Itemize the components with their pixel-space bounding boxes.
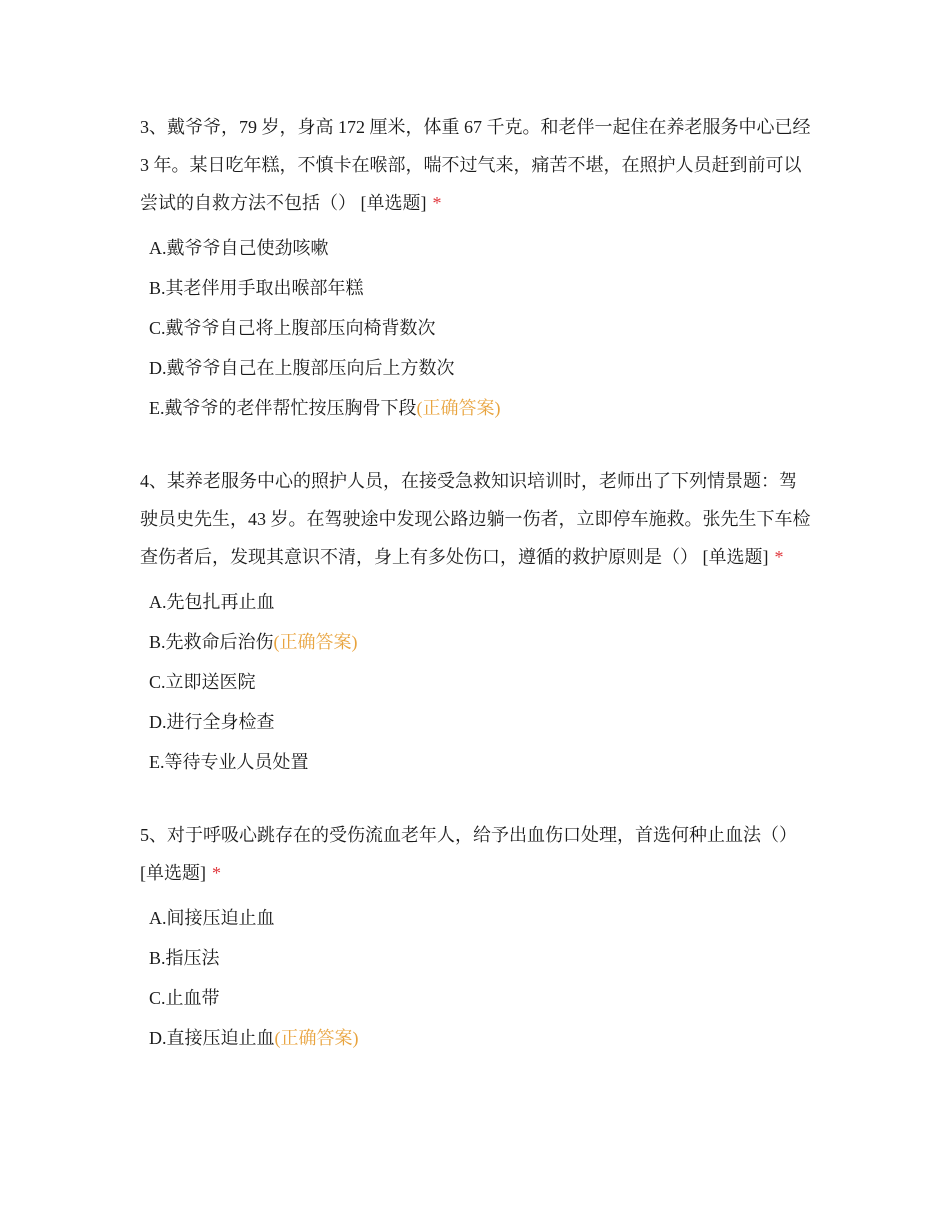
- correct-answer-tag: (正确答案): [273, 632, 358, 652]
- correct-answer-tag: (正确答案): [416, 398, 501, 418]
- option-c[interactable]: C.戴爷爷自己将上腹部压向椅背数次: [149, 318, 436, 338]
- option-list: [140, 898, 820, 1058]
- option-d[interactable]: D.直接压迫止血(正确答案): [149, 1028, 359, 1048]
- option-list: [140, 582, 820, 782]
- option-list: [140, 228, 820, 428]
- option-c[interactable]: C.止血带: [149, 988, 220, 1008]
- option-a[interactable]: A.戴爷爷自己使劲咳嗽: [149, 238, 329, 258]
- option-d[interactable]: D.进行全身检查: [149, 712, 275, 732]
- option-b[interactable]: B.先救命后治伤(正确答案): [149, 632, 358, 652]
- option-d[interactable]: D.戴爷爷自己在上腹部压向后上方数次: [149, 358, 455, 378]
- question-4: [140, 462, 820, 782]
- option-b[interactable]: B.指压法: [149, 948, 220, 968]
- option-a[interactable]: A.间接压迫止血: [149, 908, 275, 928]
- question-3: [140, 108, 820, 428]
- correct-answer-tag: (正确答案): [274, 1028, 359, 1048]
- option-e[interactable]: E.等待专业人员处置: [149, 752, 309, 772]
- question-text: 3、戴爷爷，79 岁，身高 172 厘米，体重 67 千克。和老伴一起住在养老服务中心已经 3 年。某日吃年糕，不慎卡在喉部，喘不过气来，痛苦不堪，在照护人员赶到前可以尝试的自救方法不包括（） [单选题] *: [140, 117, 811, 213]
- question-5: [140, 816, 820, 1058]
- required-mark: *: [774, 547, 784, 567]
- question-text: 5、对于呼吸心跳存在的受伤流血老年人，给予出血伤口处理，首选何种止血法（） [单选题] *: [140, 825, 797, 883]
- option-e[interactable]: E.戴爷爷的老伴帮忙按压胸骨下段(正确答案): [149, 398, 501, 418]
- required-mark: *: [212, 863, 221, 883]
- question-text: 4、某养老服务中心的照护人员，在接受急救知识培训时，老师出了下列情景题：驾驶员史先生，43 岁。在驾驶途中发现公路边躺一伤者，立即停车施救。张先生下车检查伤者后，发现其意识不清，身上有多处伤口，遵循的救护原则是（） [单选题] *: [140, 471, 811, 567]
- option-b[interactable]: B.其老伴用手取出喉部年糕: [149, 278, 364, 298]
- option-c[interactable]: C.立即送医院: [149, 672, 256, 692]
- option-a[interactable]: A.先包扎再止血: [149, 592, 275, 612]
- required-mark: *: [432, 193, 442, 213]
